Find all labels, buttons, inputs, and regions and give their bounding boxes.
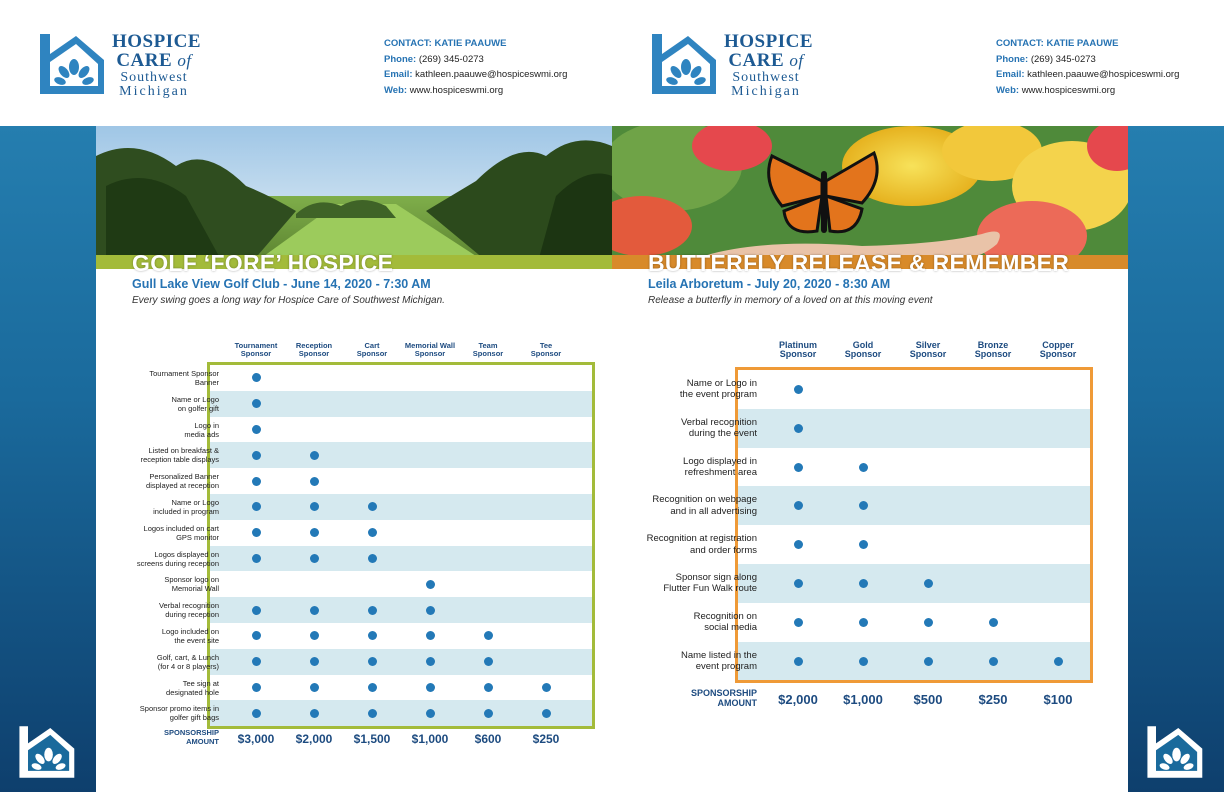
benefit-dot [426, 606, 435, 615]
text-line: displayed at reception [146, 481, 219, 491]
text-line: Verbal recognition [158, 601, 219, 611]
benefit-dot [310, 502, 319, 511]
row-label [49, 627, 219, 645]
email-label: Email: [384, 69, 413, 80]
sponsorship-amount: $250 [532, 732, 560, 746]
benefit-dot [368, 606, 377, 615]
row-label [587, 417, 757, 440]
benefit-dot [252, 631, 261, 640]
benefit-dot [794, 657, 803, 666]
text-line: Logos displayed on [154, 549, 219, 559]
text-line: Recognition on [693, 610, 757, 622]
row-label [49, 575, 219, 593]
sponsorship-amount: $1,000 [411, 732, 449, 746]
benefit-dot [426, 709, 435, 718]
benefit-dot [989, 657, 998, 666]
sponsorship-amount: $600 [474, 732, 502, 746]
text-line: Sponsor [298, 348, 330, 358]
brand-line-southwest: Southwest [120, 70, 188, 85]
benefit-dot [252, 683, 261, 692]
column-header [506, 342, 586, 358]
benefit-dot [368, 683, 377, 692]
text-line: Sponsor [356, 348, 388, 358]
text-line: AMOUNT [186, 736, 219, 746]
row-label [49, 679, 219, 697]
sponsorship-amount-label [99, 729, 219, 746]
benefit-dot [310, 709, 319, 718]
text-line: Flutter Fun Walk route [663, 583, 757, 595]
benefit-dot [542, 683, 551, 692]
text-line: Banner [194, 377, 219, 387]
benefit-dot [924, 657, 933, 666]
text-line: Sponsor [844, 349, 882, 360]
text-line: designated hole [166, 687, 219, 697]
benefit-dot [310, 451, 319, 460]
text-line: Platinum [778, 340, 817, 350]
sponsorship-amount: $1,000 [843, 692, 883, 707]
row-label [49, 601, 219, 619]
sponsorship-amount: $3,000 [237, 732, 275, 746]
row-label [49, 498, 219, 516]
text-line: event program [695, 660, 757, 672]
benefit-dot [252, 451, 261, 460]
text-line: on golfer gift [177, 403, 219, 413]
text-line: golfer gift bags [169, 713, 219, 723]
benefit-dot [368, 528, 377, 537]
text-line: Name listed in the [680, 649, 757, 661]
text-line: Sponsor [779, 349, 817, 360]
benefit-dot [794, 463, 803, 472]
row-label [587, 611, 757, 634]
row-label [587, 533, 757, 556]
benefit-dot [310, 606, 319, 615]
text-line: Verbal recognition [680, 416, 757, 428]
benefit-dot [426, 631, 435, 640]
footer-logo-icon [1144, 722, 1204, 782]
text-line: Logo displayed in [683, 455, 757, 467]
row-label [49, 395, 219, 413]
benefit-dot [989, 618, 998, 627]
benefit-dot [924, 618, 933, 627]
benefit-dot [310, 657, 319, 666]
email-link[interactable]: kathleen.paauwe@hospiceswmi.org [1027, 69, 1180, 80]
golf-event-title: GOLF ‘FORE’ HOSPICE [132, 250, 394, 276]
text-line: refreshment area [684, 466, 757, 478]
benefit-dot [310, 631, 319, 640]
text-line: Sponsor sign along [675, 572, 757, 583]
butterfly-event-tagline: Release a butterfly in memory of a loved on at this moving event [648, 295, 933, 306]
text-line: Logos included on cart [143, 523, 219, 533]
golf-event-tagline: Every swing goes a long way for Hospice Care of Southwest Michigan. [132, 295, 445, 306]
sponsor-grid-frame [207, 362, 595, 729]
column-header [1018, 341, 1098, 360]
phone-label: Phone: [996, 53, 1029, 65]
text-line: Tee [539, 341, 553, 350]
benefit-dot [924, 579, 933, 588]
sponsorship-amount: $100 [1043, 692, 1073, 707]
row-label [49, 421, 219, 439]
benefit-dot [252, 528, 261, 537]
text-line: GPS monitor [176, 532, 219, 542]
text-line: the event program [679, 389, 757, 401]
text-line: SPONSORSHIP [690, 688, 757, 698]
golf-event-venue: Gull Lake View Golf Club - June 14, 2020 - 7:30 AM [132, 277, 431, 291]
benefit-dot [859, 463, 868, 472]
text-line: Name or Logo in [686, 378, 757, 389]
house-leaf-logo-icon [648, 32, 718, 96]
text-line: Logo in [194, 420, 219, 430]
benefit-dot [252, 502, 261, 511]
row-label [49, 369, 219, 387]
benefit-dot [794, 618, 803, 627]
email-label: Email: [996, 69, 1025, 80]
benefit-dot [859, 579, 868, 588]
benefit-dot [252, 425, 261, 434]
sponsorship-amount-label [637, 688, 757, 709]
row-label [49, 446, 219, 464]
benefit-dot [252, 709, 261, 718]
text-line: Sponsor [1039, 349, 1077, 360]
row-label [49, 472, 219, 490]
butterfly-photo [612, 126, 1128, 269]
row-label [587, 378, 757, 401]
text-line: Tee sign at [182, 678, 219, 688]
row-label [587, 650, 757, 673]
text-line: Sponsor [909, 349, 947, 360]
benefit-dot [368, 554, 377, 563]
web-link[interactable]: www.hospiceswmi.org [1021, 84, 1116, 96]
phone-value: (269) 345-0273 [418, 53, 484, 65]
brand-line-michigan: Michigan [731, 84, 801, 99]
sponsorship-amount: $2,000 [295, 732, 333, 746]
brand-line-care: CARE [728, 50, 785, 71]
text-line: Sponsor [974, 349, 1012, 360]
benefit-dot [794, 385, 803, 394]
benefit-dot [252, 477, 261, 486]
brand-line-hospice: HOSPICE [112, 31, 202, 52]
text-line: Team [478, 341, 498, 350]
benefit-dot [794, 424, 803, 433]
text-line: included in program [153, 506, 219, 516]
text-line: Listed on breakfast & [148, 446, 219, 456]
text-line: Memorial Wall [404, 341, 456, 350]
sponsorship-amount: $2,000 [778, 692, 818, 707]
row-label [587, 494, 757, 517]
text-line: Sponsor [530, 348, 562, 358]
brand-line-hospice: HOSPICE [724, 31, 814, 52]
row-label [49, 653, 219, 671]
contact-heading: CONTACT: KATIE PAAUWE [384, 38, 507, 49]
text-line: Gold [852, 340, 874, 350]
benefit-dot [794, 540, 803, 549]
benefit-dot [859, 618, 868, 627]
text-line: Sponsor logo on [164, 575, 219, 585]
butterfly-event-venue: Leila Arboretum - July 20, 2020 - 8:30 AM [648, 277, 891, 291]
benefit-dot [310, 683, 319, 692]
benefit-dot [426, 683, 435, 692]
golf-course-photo [96, 126, 612, 269]
text-line: Name or Logo [171, 394, 219, 404]
text-line: Golf, cart, & Lunch [156, 652, 219, 662]
brand-line-southwest: Southwest [732, 70, 800, 85]
benefit-dot [368, 709, 377, 718]
text-line: Tournament Sponsor [149, 368, 219, 378]
text-line: SPONSORSHIP [163, 728, 219, 737]
benefit-dot [859, 501, 868, 510]
text-line: Reception [295, 341, 333, 350]
benefit-dot [252, 554, 261, 563]
text-line: Sponsor [414, 348, 446, 358]
benefit-dot [542, 709, 551, 718]
benefit-dot [794, 501, 803, 510]
benefit-dot [368, 657, 377, 666]
benefit-dot [310, 477, 319, 486]
text-line: AMOUNT [717, 698, 757, 709]
text-line: Recognition at registration [646, 533, 757, 545]
house-leaf-logo-icon [36, 32, 106, 96]
brand-logo-right [648, 31, 814, 99]
web-link[interactable]: www.hospiceswmi.org [409, 84, 504, 96]
contact-block-left [384, 36, 604, 98]
benefit-dot [426, 657, 435, 666]
text-line: social media [704, 622, 757, 634]
brand-line-of: of [789, 51, 804, 70]
row-label [49, 704, 219, 722]
footer-logo-icon [16, 722, 76, 782]
phone-value: (269) 345-0273 [1030, 53, 1096, 65]
contact-block-right [996, 36, 1216, 98]
sponsorship-amount: $1,500 [353, 732, 391, 746]
benefit-dot [310, 528, 319, 537]
benefit-dot [484, 683, 493, 692]
web-label: Web: [996, 84, 1020, 96]
benefit-dot [484, 709, 493, 718]
text-line: Sponsor [240, 348, 272, 358]
text-line: Bronze [977, 340, 1009, 350]
contact-heading: CONTACT: KATIE PAAUWE [996, 38, 1119, 49]
text-line: Recognition on webpage [652, 494, 757, 506]
text-line: Sponsor promo items in [139, 704, 219, 714]
text-line: media ads [184, 429, 219, 439]
benefit-dot [426, 580, 435, 589]
benefit-dot [252, 606, 261, 615]
text-line: (for 4 or 8 players) [157, 661, 219, 671]
brand-line-michigan: Michigan [119, 84, 189, 99]
benefit-dot [368, 502, 377, 511]
text-line: and order forms [689, 544, 757, 556]
benefit-dot [1054, 657, 1063, 666]
text-line: Logo included on [161, 626, 219, 636]
brand-line-care: CARE [116, 50, 173, 71]
brand-line-of: of [177, 51, 192, 70]
text-line: Silver [915, 340, 941, 350]
row-label [49, 550, 219, 568]
benefit-dot [310, 554, 319, 563]
row-label [49, 524, 219, 542]
text-line: Memorial Wall [171, 584, 219, 594]
text-line: Tournament [234, 341, 278, 350]
sponsorship-amount: $250 [978, 692, 1008, 707]
text-line: reception table displays [140, 455, 219, 465]
butterfly-event-title: BUTTERFLY RELEASE & REMEMBER [648, 250, 1070, 276]
row-label [587, 456, 757, 479]
sponsor-grid-frame [735, 367, 1093, 683]
phone-label: Phone: [384, 53, 417, 65]
text-line: screens during reception [136, 558, 219, 568]
text-line: during reception [165, 610, 219, 620]
sponsorship-amount: $500 [913, 692, 943, 707]
email-link[interactable]: kathleen.paauwe@hospiceswmi.org [415, 69, 568, 80]
text-line: Sponsor [472, 348, 504, 358]
benefit-dot [368, 631, 377, 640]
text-line: Name or Logo [171, 497, 219, 507]
brand-logo-left [36, 31, 202, 99]
text-line: Copper [1042, 340, 1074, 350]
text-line: Cart [364, 341, 380, 350]
benefit-dot [252, 373, 261, 382]
benefit-dot [484, 631, 493, 640]
benefit-dot [859, 657, 868, 666]
text-line: Personalized Banner [149, 472, 219, 482]
text-line: and in all advertising [670, 505, 757, 517]
web-label: Web: [384, 84, 408, 96]
text-line: the event site [174, 635, 219, 645]
benefit-dot [252, 657, 261, 666]
row-label [587, 572, 757, 595]
benefit-dot [484, 657, 493, 666]
text-line: during the event [688, 428, 757, 440]
benefit-dot [252, 399, 261, 408]
benefit-dot [794, 579, 803, 588]
benefit-dot [859, 540, 868, 549]
